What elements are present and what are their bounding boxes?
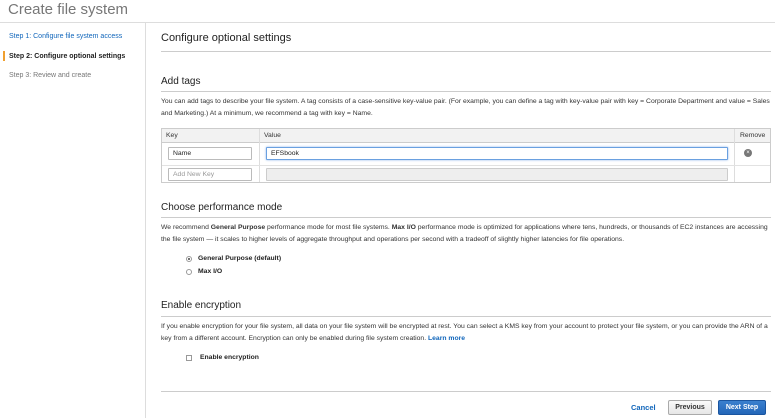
- next-step-button[interactable]: Next Step: [718, 400, 766, 415]
- divider: [161, 217, 771, 218]
- enable-encryption-checkbox[interactable]: [186, 355, 192, 361]
- tag-key-input[interactable]: Name: [168, 147, 252, 160]
- previous-button[interactable]: Previous: [668, 400, 712, 415]
- active-step-marker: [3, 51, 5, 61]
- divider: [161, 91, 771, 92]
- encryption-description: If you enable encryption for your file system, all data on your file system will be encrypted at rest. You can select a KMS key from your account to protect your file system, or you can provide the ARN of a key from a different account. Encryption can only be enabled during file system creation. Learn more: [161, 323, 768, 342]
- step-2-current: Step 2: Configure optional settings: [9, 53, 126, 60]
- learn-more-link[interactable]: Learn more: [428, 335, 466, 342]
- performance-description: We recommend General Purpose performance mode for most file systems. Max I/O performance mode is optimized for applications where tens, hundreds, or thousands of EC2 instances are accessing the file system — it scales to higher levels of aggregate throughput and operations per second with a tradeoff of slightly higher latencies for file operations.: [161, 224, 768, 243]
- tags-table-header: [162, 129, 770, 143]
- cancel-link[interactable]: Cancel: [631, 403, 656, 412]
- divider: [161, 51, 771, 52]
- tags-description: You can add tags to describe your file system. A tag consists of a case-sensitive key-value pair. (For example, you can define a tag with key-value pair with key = Corporate Department and value = Sales and Marketing.) At a minimum, we recommend a tag with key = Name.: [161, 98, 770, 117]
- tags-table: [161, 128, 771, 183]
- max-io-radio[interactable]: [186, 269, 192, 275]
- wizard-steps-sidebar: [0, 23, 146, 418]
- tag-value-input[interactable]: EFSbook: [266, 147, 728, 160]
- step-3-disabled: Step 3: Review and create: [9, 72, 92, 79]
- remove-column-header: Remove: [740, 132, 766, 139]
- divider: [161, 316, 771, 317]
- row-divider: [162, 165, 770, 166]
- tags-heading: Add tags: [161, 76, 201, 87]
- step-1-link[interactable]: Step 1: Configure file system access: [9, 33, 123, 40]
- encryption-heading: Enable encryption: [161, 300, 242, 311]
- new-tag-value-input: [266, 168, 728, 181]
- column-divider: [734, 129, 735, 182]
- max-io-label[interactable]: Max I/O: [198, 268, 223, 275]
- key-column-header: Key: [166, 132, 178, 139]
- footer-divider: [161, 391, 771, 392]
- performance-heading: Choose performance mode: [161, 202, 283, 213]
- remove-tag-icon[interactable]: ×: [744, 149, 752, 157]
- page-title: Create file system: [8, 1, 129, 18]
- general-purpose-radio[interactable]: [186, 256, 192, 262]
- general-purpose-label[interactable]: General Purpose (default): [198, 255, 282, 262]
- enable-encryption-label[interactable]: Enable encryption: [200, 354, 259, 361]
- column-divider: [259, 129, 260, 182]
- value-column-header: Value: [264, 132, 281, 139]
- section-heading: Configure optional settings: [161, 32, 292, 44]
- new-tag-key-input[interactable]: Add New Key: [168, 168, 252, 181]
